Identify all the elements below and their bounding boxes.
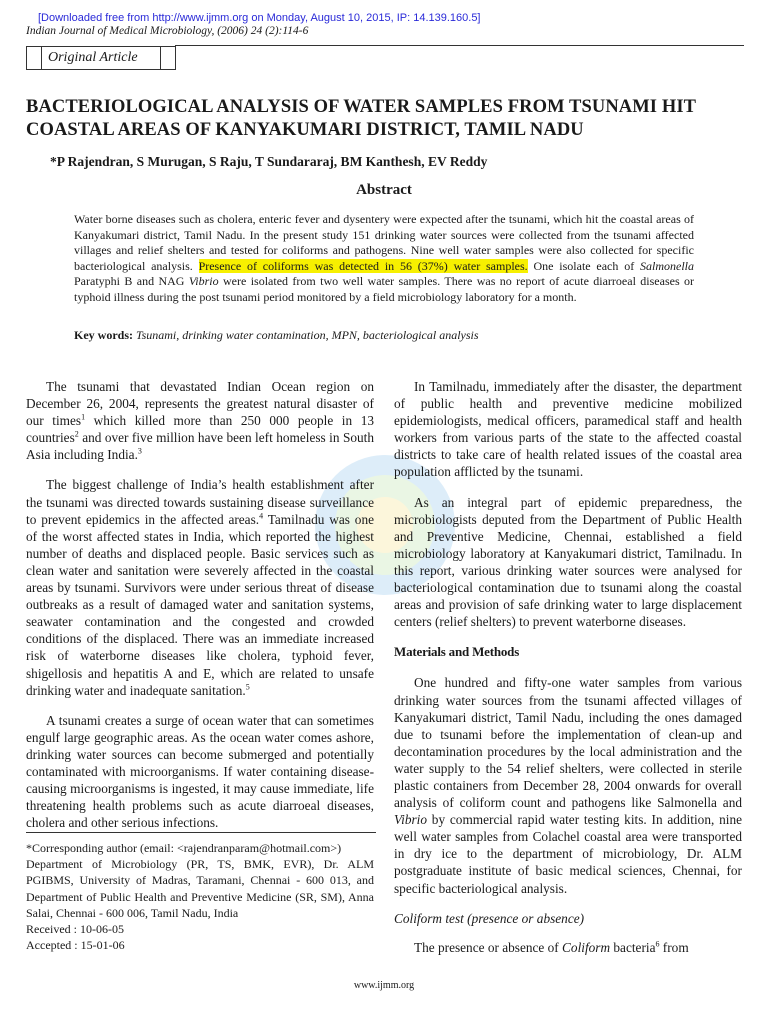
- paper-title: BACTERIOLOGICAL ANALYSIS OF WATER SAMPLES FROM TSUNAMI HIT COASTAL AREAS OF KANYAKUMARI DISTRICT, TAMIL NADU: [26, 97, 696, 140]
- abstract-part: were isolated from two well water samples. There was no report of acute diarroeal diseases or typhoid illness during the post tsunami period monitored by a field microbiology laboratory for a month.: [74, 274, 694, 304]
- corresponding-author: *Corresponding author (email: <rajendranparam@hotmail.com>): [26, 841, 342, 855]
- abstract-heading: Abstract: [356, 182, 412, 198]
- journal-citation: Indian Journal of Medical Microbiology, (2006) 24 (2):114-6: [26, 25, 309, 37]
- citation-ref: 1: [81, 412, 86, 422]
- body-paragraph: In Tamilnadu, immediately after the disaster, the department of public health and preventive medicine mobilized epidemiologists, medical officers, paramedical staff and health workers from various parts of the state to the affected coastal districts to take care of health related issues of the coastal area population afflicted by the tsunami.: [394, 379, 742, 480]
- abstract-italic-term: Salmonella: [640, 258, 694, 273]
- keywords-label: Key words:: [74, 328, 133, 342]
- text-run: which killed more than 250 000 people in 13 countries: [26, 413, 375, 446]
- abstract-italic-term: Vibrio: [188, 274, 219, 289]
- article-type-label: Original Article: [41, 47, 161, 69]
- article-type-box: [26, 46, 176, 70]
- footer-url[interactable]: www.ijmm.org: [353, 980, 415, 991]
- abstract-text: [74, 212, 694, 306]
- abstract-part: One isolate each of: [527, 258, 640, 273]
- footnote: [26, 840, 374, 953]
- citation-ref: 4: [259, 511, 264, 521]
- received-date: Received : 10-06-05: [26, 922, 124, 937]
- abstract-part: Water borne diseases such as cholera, enteric fever and dysentery were expected after the tsunami, which hit the coastal areas of Kanyakumari district, Tamil Nadu. In the present study 151 drinking water sources were collected from the tsunami affected villages and relief shelters and tested for coliforms and pathogens. Nine well water samples were also collected for specific bacteriological analysis.: [74, 212, 694, 273]
- text-run: The biggest challenge of India’s health establishment after the tsunami was directed towards sustaining disease surveillance to prevent epidemics in the affected areas.: [26, 477, 374, 527]
- body-paragraph: As an integral part of epidemic preparedness, the microbiologists deputed from the Department of Public Health and Preventive Medicine, Chennai, established a field microbiology laboratory at Kanyakumari district, Tamilnadu. In this report, various drinking water sources were analysed for bacteriological contamination due to tsunami along the coastal areas and provision of safe drinking water to large displacement centers (relief shelters) to prevent waterborne diseases.: [394, 494, 742, 630]
- abstract-part: Paratyphi B and NAG: [74, 274, 189, 289]
- download-notice[interactable]: [Downloaded free from http://www.ijmm.org on Monday, August 10, 2015, IP: 14.139.160.5]: [38, 12, 481, 24]
- text-run: bacteria: [610, 939, 656, 955]
- affiliation: Department of Microbiology (PR, TS, BMK, EVR), Dr. ALM PGIBMS, University of Madras, Taramani, Chennai - 600 013, and Department of Public Health and Preventive Medicine (SR, SM), Anna Salai, Chennai - 600 006, Tamil Nadu, India: [26, 857, 374, 920]
- abstract-highlight: Presence of coliforms was detected in 56 (37%) water samples.: [198, 258, 528, 273]
- section-heading: Materials and Methods: [394, 644, 520, 660]
- text-run: by commercial rapid water testing kits. In addition, nine well water samples from Colachel coastal area were transported in dry ice to the department of microbiology, Dr. ALM postgraduate institute of basic medical sciences, Chennai, for specific bacteriological analysis.: [394, 812, 742, 896]
- body-paragraph: [394, 939, 742, 956]
- accepted-date: Accepted : 15-01-06: [26, 938, 125, 953]
- citation-ref: 5: [245, 682, 250, 692]
- text-run: Tamilnadu was one of the worst affected states in India, which reported the highest number of deaths and displaced people. Basic services such as clean water and sanitation were severely affected in the coastal areas by tsunami. Survivors were under serious threat of disease outbreaks as a result of damaged water and sanitation systems, seawater contamination and the congested and crowded conditions of the displaced. There was an immediate increased risk of waterborne diseases like cholera, typhoid fever, shigellosis and hepatitis A and E, which are related to unsafe drinking water and inadequate sanitation.: [26, 511, 374, 698]
- citation-ref: 3: [137, 446, 142, 456]
- keywords-text: Tsunami, drinking water contamination, MPN, bacteriological analysis: [136, 328, 479, 342]
- text-run: The presence or absence of: [414, 939, 563, 955]
- text-run: from: [659, 939, 689, 955]
- text-run: and over five million have been left homeless in South Asia including India.: [26, 430, 374, 463]
- citation-ref: 2: [74, 429, 79, 439]
- keywords: [74, 328, 694, 343]
- body-paragraph: [26, 476, 374, 698]
- body-paragraph: [394, 674, 742, 896]
- right-column: [394, 378, 742, 969]
- body-paragraph: A tsunami creates a surge of ocean water that can sometimes engulf large geographic areas. As the ocean water comes ashore, drinking water sources can become submerged and potentially contaminated with microorganisms. If water containing disease-causing microorganisms is ingested, it may cause immediate, life threatening health problems such as acute diarroeal diseases, cholera and other serious infections.: [26, 712, 374, 831]
- italic-term: Coliform: [562, 939, 611, 955]
- body-paragraph: [26, 378, 374, 463]
- citation-ref: 6: [655, 939, 660, 949]
- author-list: *P Rajendran, S Murugan, S Raju, T Sundararaj, BM Kanthesh, EV Reddy: [50, 154, 488, 169]
- footnote-rule: [26, 832, 376, 833]
- italic-term: Vibrio: [394, 812, 427, 828]
- text-run: One hundred and fifty-one water samples from various drinking water sources from the tsunami affected villages of Kanyakumari district, Tamil Nadu, including the ones damaged due to tsunami before the implementation of clean-up and decontamination procedures by the local administration and the water supply to the 54 relief shelters, were collected in sterile plastic containers from December 28, 2004 onwards for overall analysis of coliform count and pathogens like Salmonella and: [394, 675, 742, 811]
- left-column: [26, 378, 374, 844]
- subsection-heading: Coliform test (presence or absence): [394, 910, 585, 926]
- header-rule: [175, 45, 744, 46]
- text-run: The tsunami that devastated Indian Ocean region on December 26, 2004, represents the greatest natural disaster of our times: [26, 379, 374, 429]
